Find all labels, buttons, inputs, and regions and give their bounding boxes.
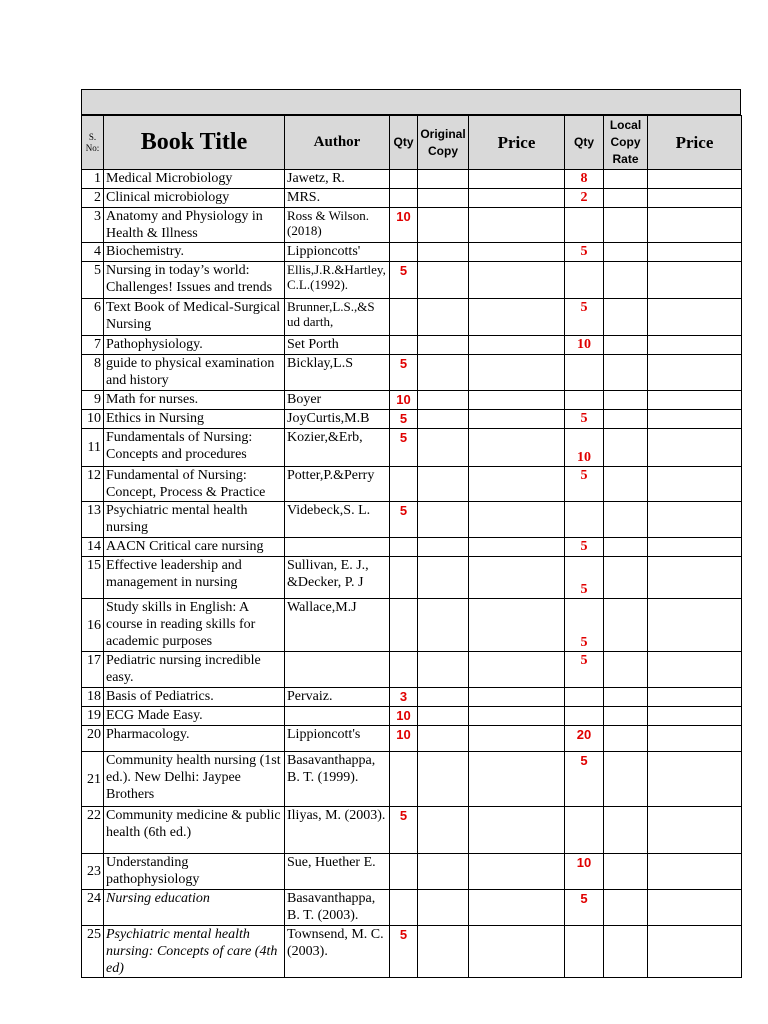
original-copy-cell <box>418 807 469 854</box>
qty-cell: 5 <box>390 410 418 429</box>
price-cell <box>469 410 565 429</box>
author-cell: Potter,P.&Perry <box>285 467 390 502</box>
table-row <box>82 189 742 208</box>
book-title-cell: Community medicine & public health (6th ed.) <box>104 807 285 854</box>
author-cell: Pervaiz. <box>285 688 390 707</box>
author-cell: Brunner,L.S.,&S ud darth, <box>285 299 390 336</box>
header-sno: S. No: <box>82 116 104 170</box>
qty2-cell <box>565 355 604 391</box>
price-cell <box>469 752 565 807</box>
price2-cell <box>648 688 742 707</box>
local-copy-rate-cell <box>604 890 648 926</box>
qty-cell <box>390 752 418 807</box>
price2-cell <box>648 890 742 926</box>
price2-cell <box>648 170 742 189</box>
table-row <box>82 688 742 707</box>
row-number: 7 <box>82 336 104 355</box>
row-number: 19 <box>82 707 104 726</box>
price2-cell <box>648 262 742 299</box>
original-copy-cell <box>418 890 469 926</box>
table-row <box>82 467 742 502</box>
price-cell <box>469 652 565 688</box>
qty-cell <box>390 189 418 208</box>
price-cell <box>469 890 565 926</box>
local-copy-rate-cell <box>604 243 648 262</box>
table-row <box>82 299 742 336</box>
row-number: 18 <box>82 688 104 707</box>
price-cell <box>469 807 565 854</box>
price2-cell <box>648 752 742 807</box>
qty2-cell: 5 <box>565 299 604 336</box>
book-title-cell: Ethics in Nursing <box>104 410 285 429</box>
book-title-cell: Fundamental of Nursing: Concept, Process & Practice <box>104 467 285 502</box>
local-copy-rate-cell <box>604 726 648 752</box>
book-title-cell: ECG Made Easy. <box>104 707 285 726</box>
qty2-cell: 5 <box>565 410 604 429</box>
local-copy-rate-cell <box>604 355 648 391</box>
book-title-cell: Pharmacology. <box>104 726 285 752</box>
local-copy-rate-cell <box>604 752 648 807</box>
original-copy-cell <box>418 467 469 502</box>
row-number: 17 <box>82 652 104 688</box>
row-number: 21 <box>82 752 104 807</box>
price-cell <box>469 688 565 707</box>
qty-cell <box>390 299 418 336</box>
price-cell <box>469 208 565 243</box>
qty2-cell <box>565 688 604 707</box>
original-copy-cell <box>418 299 469 336</box>
table-row <box>82 410 742 429</box>
local-copy-rate-cell <box>604 854 648 890</box>
qty2-cell: 20 <box>565 726 604 752</box>
table-row <box>82 538 742 557</box>
original-copy-cell <box>418 707 469 726</box>
author-cell <box>285 652 390 688</box>
original-copy-cell <box>418 262 469 299</box>
qty-cell <box>390 599 418 652</box>
qty2-cell: 5 <box>565 599 604 652</box>
qty2-cell: 5 <box>565 890 604 926</box>
price-cell <box>469 538 565 557</box>
table-row <box>82 807 742 854</box>
local-copy-rate-cell <box>604 652 648 688</box>
original-copy-cell <box>418 926 469 978</box>
original-copy-cell <box>418 599 469 652</box>
book-table <box>81 115 742 978</box>
header-qty: Qty <box>390 116 418 170</box>
table-row <box>82 391 742 410</box>
table-row <box>82 355 742 391</box>
original-copy-cell <box>418 688 469 707</box>
book-title-cell: Psychiatric mental health nursing: Concepts of care (4th ed) <box>104 926 285 978</box>
author-cell: Ross & Wilson. (2018) <box>285 208 390 243</box>
author-cell: Iliyas, M. (2003). <box>285 807 390 854</box>
local-copy-rate-cell <box>604 557 648 599</box>
price2-cell <box>648 807 742 854</box>
local-copy-rate-cell <box>604 429 648 467</box>
row-number: 4 <box>82 243 104 262</box>
row-number: 16 <box>82 599 104 652</box>
book-title-cell: Psychiatric mental health nursing <box>104 502 285 538</box>
local-copy-rate-cell <box>604 688 648 707</box>
price2-cell <box>648 299 742 336</box>
book-table-body <box>82 170 742 978</box>
header-price2: Price <box>648 116 742 170</box>
qty2-cell: 10 <box>565 336 604 355</box>
author-cell <box>285 707 390 726</box>
qty-cell: 5 <box>390 355 418 391</box>
header-row <box>82 116 742 170</box>
qty-cell <box>390 336 418 355</box>
price-cell <box>469 707 565 726</box>
book-title-cell: Nursing in today’s world: Challenges! Issues and trends <box>104 262 285 299</box>
local-copy-rate-cell <box>604 599 648 652</box>
qty2-cell: 10 <box>565 854 604 890</box>
qty2-cell: 5 <box>565 557 604 599</box>
local-copy-rate-cell <box>604 410 648 429</box>
qty2-cell <box>565 926 604 978</box>
row-number: 6 <box>82 299 104 336</box>
qty2-cell: 5 <box>565 652 604 688</box>
author-cell: MRS. <box>285 189 390 208</box>
original-copy-cell <box>418 557 469 599</box>
original-copy-cell <box>418 355 469 391</box>
author-cell: Lippioncott's <box>285 726 390 752</box>
sheet-title-bar <box>81 89 741 115</box>
original-copy-cell <box>418 752 469 807</box>
local-copy-rate-cell <box>604 467 648 502</box>
qty2-cell <box>565 391 604 410</box>
price-cell <box>469 355 565 391</box>
header-price: Price <box>469 116 565 170</box>
row-number: 1 <box>82 170 104 189</box>
original-copy-cell <box>418 336 469 355</box>
table-row <box>82 208 742 243</box>
qty-cell <box>390 557 418 599</box>
local-copy-rate-cell <box>604 926 648 978</box>
price-cell <box>469 336 565 355</box>
local-copy-rate-cell <box>604 502 648 538</box>
price2-cell <box>648 391 742 410</box>
price2-cell <box>648 243 742 262</box>
row-number: 10 <box>82 410 104 429</box>
local-copy-rate-cell <box>604 391 648 410</box>
price-cell <box>469 599 565 652</box>
price2-cell <box>648 599 742 652</box>
book-title-cell: Pediatric nursing incredible easy. <box>104 652 285 688</box>
table-row <box>82 854 742 890</box>
author-cell: Wallace,M.J <box>285 599 390 652</box>
header-original-copy: Original Copy <box>418 116 469 170</box>
qty2-cell <box>565 807 604 854</box>
book-title-cell: Fundamentals of Nursing: Concepts and procedures <box>104 429 285 467</box>
row-number: 20 <box>82 726 104 752</box>
qty2-cell <box>565 707 604 726</box>
price-cell <box>469 429 565 467</box>
price-cell <box>469 502 565 538</box>
book-title-cell: guide to physical examination and history <box>104 355 285 391</box>
book-title-cell: Community health nursing (1st ed.). New Delhi: Jaypee Brothers <box>104 752 285 807</box>
price-cell <box>469 726 565 752</box>
author-cell: Lippioncotts' <box>285 243 390 262</box>
table-row <box>82 890 742 926</box>
book-title-cell: Pathophysiology. <box>104 336 285 355</box>
qty-cell: 10 <box>390 391 418 410</box>
qty2-cell <box>565 262 604 299</box>
author-cell: Basavanthappa, B. T. (2003). <box>285 890 390 926</box>
price-cell <box>469 557 565 599</box>
table-row <box>82 262 742 299</box>
price-cell <box>469 926 565 978</box>
price2-cell <box>648 467 742 502</box>
table-row <box>82 429 742 467</box>
qty-cell: 5 <box>390 926 418 978</box>
table-row <box>82 502 742 538</box>
local-copy-rate-cell <box>604 538 648 557</box>
row-number: 2 <box>82 189 104 208</box>
row-number: 9 <box>82 391 104 410</box>
original-copy-cell <box>418 170 469 189</box>
original-copy-cell <box>418 652 469 688</box>
qty-cell: 10 <box>390 707 418 726</box>
price2-cell <box>648 429 742 467</box>
qty2-cell: 5 <box>565 538 604 557</box>
price2-cell <box>648 410 742 429</box>
price-cell <box>469 262 565 299</box>
row-number: 15 <box>82 557 104 599</box>
row-number: 11 <box>82 429 104 467</box>
price-cell <box>469 299 565 336</box>
row-number: 12 <box>82 467 104 502</box>
price-cell <box>469 854 565 890</box>
book-list-sheet <box>81 89 741 978</box>
original-copy-cell <box>418 538 469 557</box>
author-cell: Kozier,&Erb, <box>285 429 390 467</box>
qty-cell: 10 <box>390 726 418 752</box>
qty-cell: 3 <box>390 688 418 707</box>
local-copy-rate-cell <box>604 299 648 336</box>
original-copy-cell <box>418 189 469 208</box>
header-book-title: Book Title <box>104 116 285 170</box>
author-cell: Sue, Huether E. <box>285 854 390 890</box>
qty-cell: 10 <box>390 208 418 243</box>
local-copy-rate-cell <box>604 707 648 726</box>
original-copy-cell <box>418 410 469 429</box>
local-copy-rate-cell <box>604 170 648 189</box>
price2-cell <box>648 707 742 726</box>
row-number: 14 <box>82 538 104 557</box>
original-copy-cell <box>418 208 469 243</box>
book-title-cell: AACN Critical care nursing <box>104 538 285 557</box>
author-cell: Set Porth <box>285 336 390 355</box>
qty-cell <box>390 854 418 890</box>
price2-cell <box>648 652 742 688</box>
price2-cell <box>648 557 742 599</box>
qty-cell <box>390 467 418 502</box>
price2-cell <box>648 538 742 557</box>
price2-cell <box>648 726 742 752</box>
price-cell <box>469 170 565 189</box>
table-row <box>82 336 742 355</box>
author-cell <box>285 538 390 557</box>
book-title-cell: Biochemistry. <box>104 243 285 262</box>
header-qty2: Qty <box>565 116 604 170</box>
table-row <box>82 170 742 189</box>
book-title-cell: Study skills in English: A course in reading skills for academic purposes <box>104 599 285 652</box>
original-copy-cell <box>418 502 469 538</box>
qty-cell <box>390 170 418 189</box>
qty-cell: 5 <box>390 807 418 854</box>
row-number: 24 <box>82 890 104 926</box>
table-row <box>82 926 742 978</box>
book-title-cell: Math for nurses. <box>104 391 285 410</box>
price2-cell <box>648 926 742 978</box>
qty2-cell <box>565 208 604 243</box>
price-cell <box>469 243 565 262</box>
author-cell: Videbeck,S. L. <box>285 502 390 538</box>
table-row <box>82 652 742 688</box>
local-copy-rate-cell <box>604 807 648 854</box>
qty-cell <box>390 538 418 557</box>
book-title-cell: Clinical microbiology <box>104 189 285 208</box>
qty-cell: 5 <box>390 429 418 467</box>
row-number: 5 <box>82 262 104 299</box>
qty2-cell: 8 <box>565 170 604 189</box>
qty-cell <box>390 890 418 926</box>
author-cell: Basavanthappa, B. T. (1999). <box>285 752 390 807</box>
qty-cell: 5 <box>390 262 418 299</box>
qty2-cell: 5 <box>565 243 604 262</box>
price2-cell <box>648 189 742 208</box>
table-row <box>82 557 742 599</box>
original-copy-cell <box>418 854 469 890</box>
row-number: 23 <box>82 854 104 890</box>
table-row <box>82 726 742 752</box>
author-cell: Sullivan, E. J., &Decker, P. J <box>285 557 390 599</box>
local-copy-rate-cell <box>604 262 648 299</box>
header-author: Author <box>285 116 390 170</box>
price2-cell <box>648 854 742 890</box>
author-cell: Townsend, M. C. (2003). <box>285 926 390 978</box>
local-copy-rate-cell <box>604 208 648 243</box>
qty-cell <box>390 652 418 688</box>
book-title-cell: Understanding pathophysiology <box>104 854 285 890</box>
qty2-cell: 10 <box>565 429 604 467</box>
price-cell <box>469 391 565 410</box>
table-row <box>82 752 742 807</box>
book-title-cell: Anatomy and Physiology in Health & Illness <box>104 208 285 243</box>
table-row <box>82 243 742 262</box>
price2-cell <box>648 355 742 391</box>
book-title-cell: Medical Microbiology <box>104 170 285 189</box>
local-copy-rate-cell <box>604 189 648 208</box>
book-title-cell: Nursing education <box>104 890 285 926</box>
author-cell: Jawetz, R. <box>285 170 390 189</box>
local-copy-rate-cell <box>604 336 648 355</box>
price2-cell <box>648 502 742 538</box>
row-number: 8 <box>82 355 104 391</box>
author-cell: Ellis,J.R.&Hartley, C.L.(1992). <box>285 262 390 299</box>
header-local-copy-rate: Local Copy Rate <box>604 116 648 170</box>
row-number: 22 <box>82 807 104 854</box>
table-row <box>82 599 742 652</box>
qty2-cell <box>565 502 604 538</box>
original-copy-cell <box>418 726 469 752</box>
row-number: 3 <box>82 208 104 243</box>
original-copy-cell <box>418 391 469 410</box>
book-title-cell: Text Book of Medical-Surgical Nursing <box>104 299 285 336</box>
qty2-cell: 5 <box>565 752 604 807</box>
author-cell: Bicklay,L.S <box>285 355 390 391</box>
qty2-cell: 2 <box>565 189 604 208</box>
original-copy-cell <box>418 243 469 262</box>
qty-cell: 5 <box>390 502 418 538</box>
table-row <box>82 707 742 726</box>
author-cell: Boyer <box>285 391 390 410</box>
row-number: 13 <box>82 502 104 538</box>
price2-cell <box>648 336 742 355</box>
price-cell <box>469 189 565 208</box>
price2-cell <box>648 208 742 243</box>
book-title-cell: Basis of Pediatrics. <box>104 688 285 707</box>
price-cell <box>469 467 565 502</box>
qty2-cell: 5 <box>565 467 604 502</box>
row-number: 25 <box>82 926 104 978</box>
qty-cell <box>390 243 418 262</box>
author-cell: JoyCurtis,M.B <box>285 410 390 429</box>
original-copy-cell <box>418 429 469 467</box>
book-title-cell: Effective leadership and management in nursing <box>104 557 285 599</box>
